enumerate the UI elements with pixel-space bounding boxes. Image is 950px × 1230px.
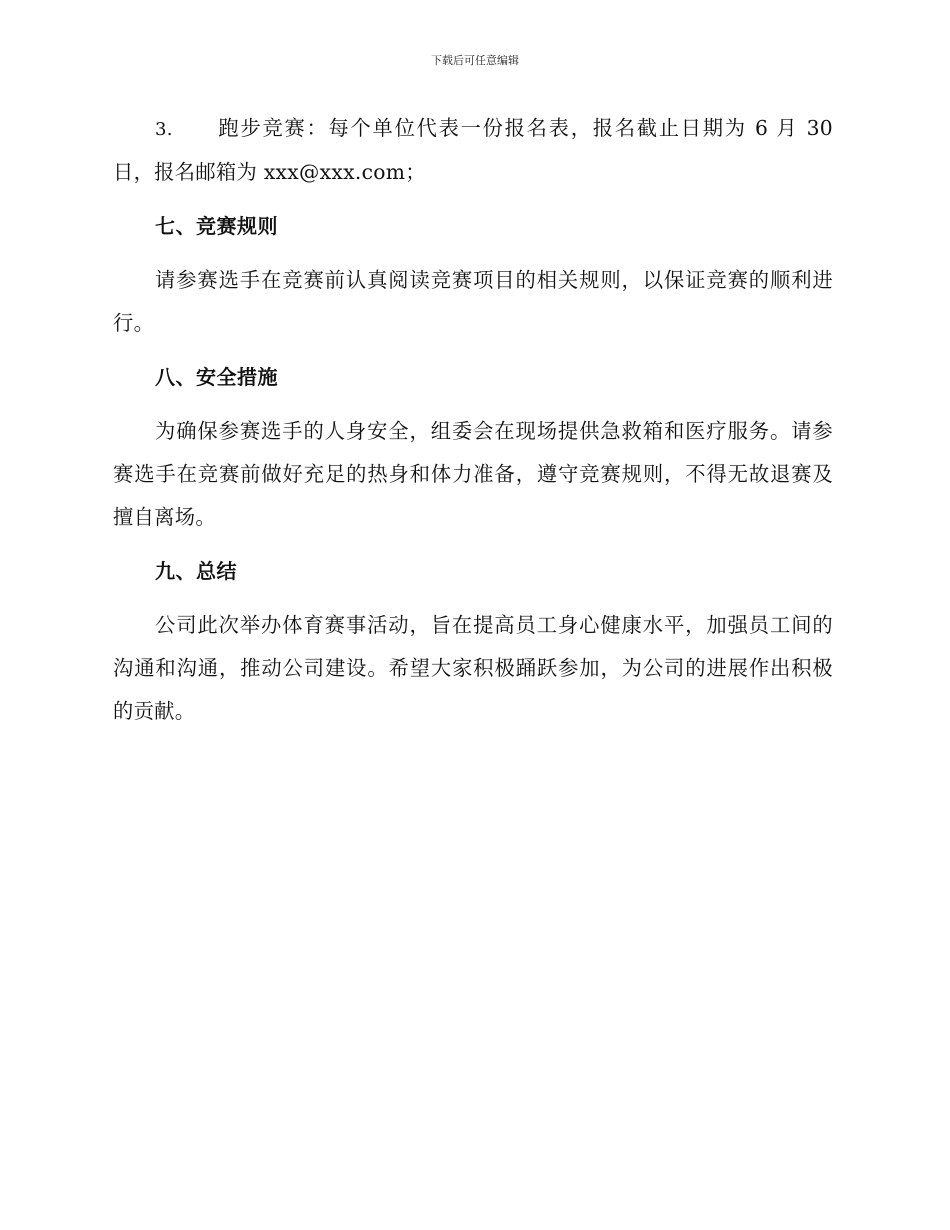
section-body-rules: 请参赛选手在竞赛前认真阅读竞赛项目的相关规则，以保证竞赛的顺利进行。: [113, 268, 833, 335]
section-body-safety: 为确保参赛选手的人身安全，组委会在现场提供急救箱和医疗服务。请参赛选手在竞赛前做好充足的热身和体力准备，遵守竞赛规则，不得无故退赛及擅自离场。: [113, 419, 833, 529]
list-item-text: 跑步竞赛：每个单位代表一份报名表，报名截止日期为 6 月 30 日，报名邮箱为 xxx@xxx.com；: [113, 116, 833, 184]
section-heading-safety: 八、安全措施: [155, 365, 278, 389]
section-body-summary: 公司此次举办体育赛事活动，旨在提高员工身心健康水平，加强员工间的沟通和沟通，推动公司建设。希望大家积极踊跃参加，为公司的进展作出积极的贡献。: [113, 613, 833, 723]
section-heading-summary: 九、总结: [155, 559, 237, 583]
document-body: [113, 107, 833, 744]
list-item-number: 3.: [155, 119, 173, 140]
list-item-3: [113, 107, 833, 194]
page-header: 下载后可任意编辑: [431, 54, 519, 67]
section-heading-rules: 七、竞赛规则: [155, 214, 278, 238]
